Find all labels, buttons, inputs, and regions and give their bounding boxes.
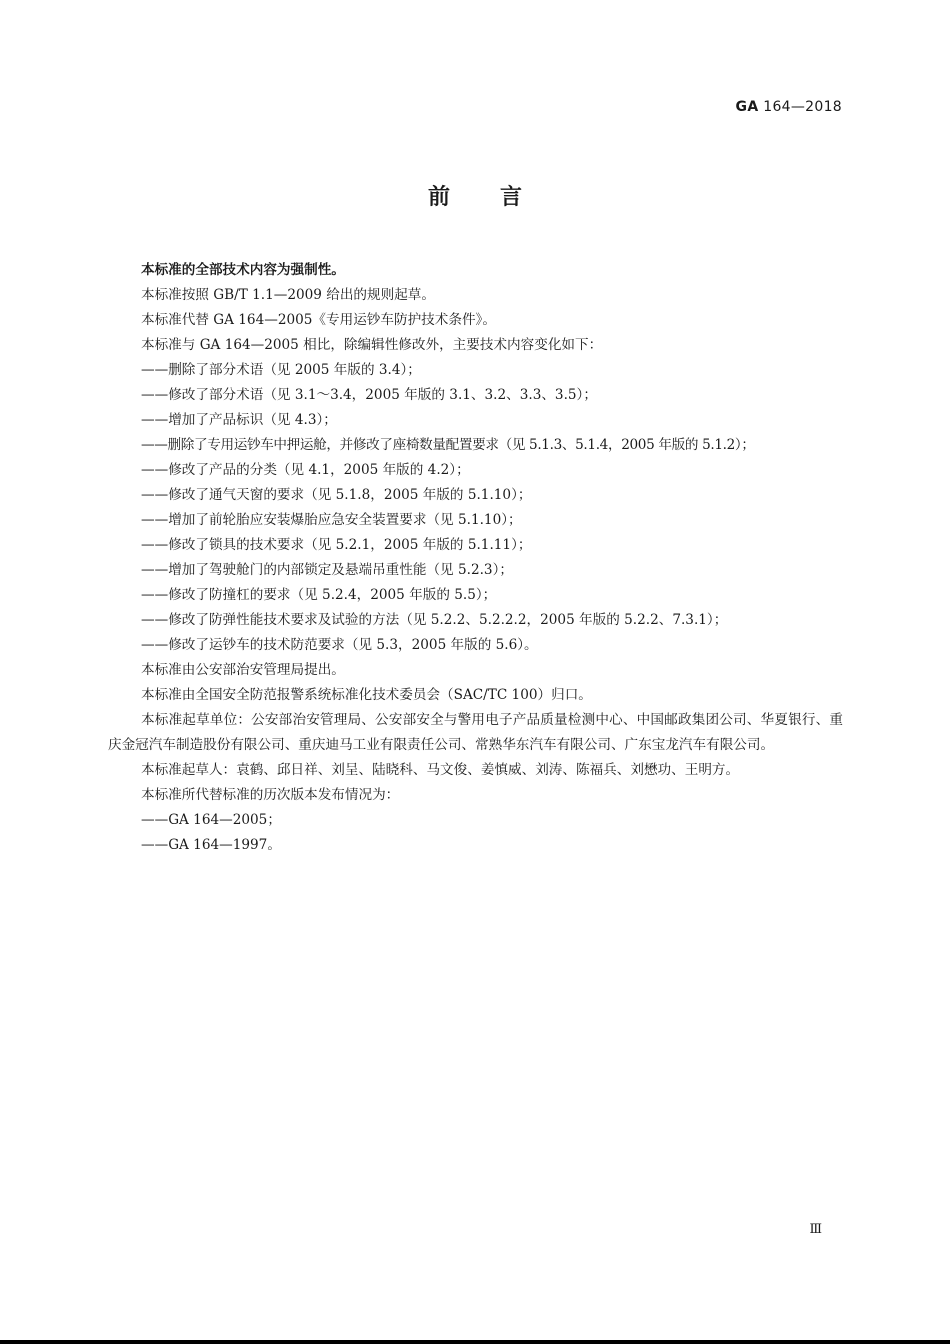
bottom-rule [0, 1340, 950, 1344]
paragraph: 本标准与 GA 164—2005 相比，除编辑性修改外，主要技术内容变化如下： [141, 337, 603, 353]
change-list-item: ——修改了产品的分类（见 4.1，2005 年版的 4.2）； [141, 462, 470, 478]
change-list-item: ——修改了防弹性能技术要求及试验的方法（见 5.2.2、5.2.2.2，2005 年版的 5.2.2、7.3.1）； [141, 612, 728, 628]
version-list-item: ——GA 164—1997。 [141, 837, 281, 853]
change-list-item: ——修改了通气天窗的要求（见 5.1.8，2005 年版的 5.1.10）； [141, 487, 532, 503]
foreword-body [108, 258, 843, 858]
change-list-item: ——修改了运钞车的技术防范要求（见 5.3，2005 年版的 5.6）。 [141, 637, 538, 653]
change-list-item: ——增加了前轮胎应安装爆胎应急安全装置要求（见 5.1.10）； [141, 512, 522, 528]
paragraph-drafting-units: 本标准起草单位：公安部治安管理局、公安部安全与警用电子产品质量检测中心、中国邮政集团公司、华夏银行、重庆金冠汽车制造股份有限公司、重庆迪马工业有限责任公司、常熟华东汽车有限公司、广东宝龙汽车有限公司。 [108, 712, 843, 753]
change-list-item: ——修改了部分术语（见 3.1～3.4，2005 年版的 3.1、3.2、3.3、3.5）； [141, 387, 597, 403]
change-list-item: ——修改了锁具的技术要求（见 5.2.1，2005 年版的 5.1.11）； [141, 537, 532, 553]
change-list-item: ——增加了产品标识（见 4.3）； [141, 412, 337, 428]
paragraph-mandatory: 本标准的全部技术内容为强制性。 [141, 262, 345, 278]
standard-code-prefix: GA [735, 99, 759, 115]
version-list-item: ——GA 164—2005； [141, 812, 281, 828]
paragraph: 本标准由全国安全防范报警系统标准化技术委员会（SAC/TC 100）归口。 [141, 687, 592, 703]
paragraph: 本标准由公安部治安管理局提出。 [141, 662, 345, 678]
paragraph: 本标准所代替标准的历次版本发布情况为： [141, 787, 400, 803]
paragraph: 本标准按照 GB/T 1.1—2009 给出的规则起草。 [141, 287, 435, 303]
change-list-item: ——增加了驾驶舱门的内部锁定及悬端吊重性能（见 5.2.3）； [141, 562, 513, 578]
paragraph: 本标准代替 GA 164—2005《专用运钞车防护技术条件》。 [141, 312, 496, 328]
standard-code-header [736, 99, 842, 115]
change-list-item: ——修改了防撞杠的要求（见 5.2.4，2005 年版的 5.5）； [141, 587, 497, 603]
paragraph-drafters: 本标准起草人：袁鹤、邱日祥、刘呈、陆晓科、马文俊、姜慎威、刘涛、陈福兵、刘懋功、王明方。 [141, 762, 740, 778]
page-title: 前言 [427, 185, 572, 210]
standard-code-number: 164—2018 [763, 99, 842, 115]
page-number: Ⅲ [809, 1222, 822, 1237]
change-list-item: ——删除了专用运钞车中押运舱，并修改了座椅数量配置要求（见 5.1.3、5.1.4，2005 年版的 5.1.2）； [141, 437, 755, 453]
change-list-item: ——删除了部分术语（见 2005 年版的 3.4）； [141, 362, 421, 378]
